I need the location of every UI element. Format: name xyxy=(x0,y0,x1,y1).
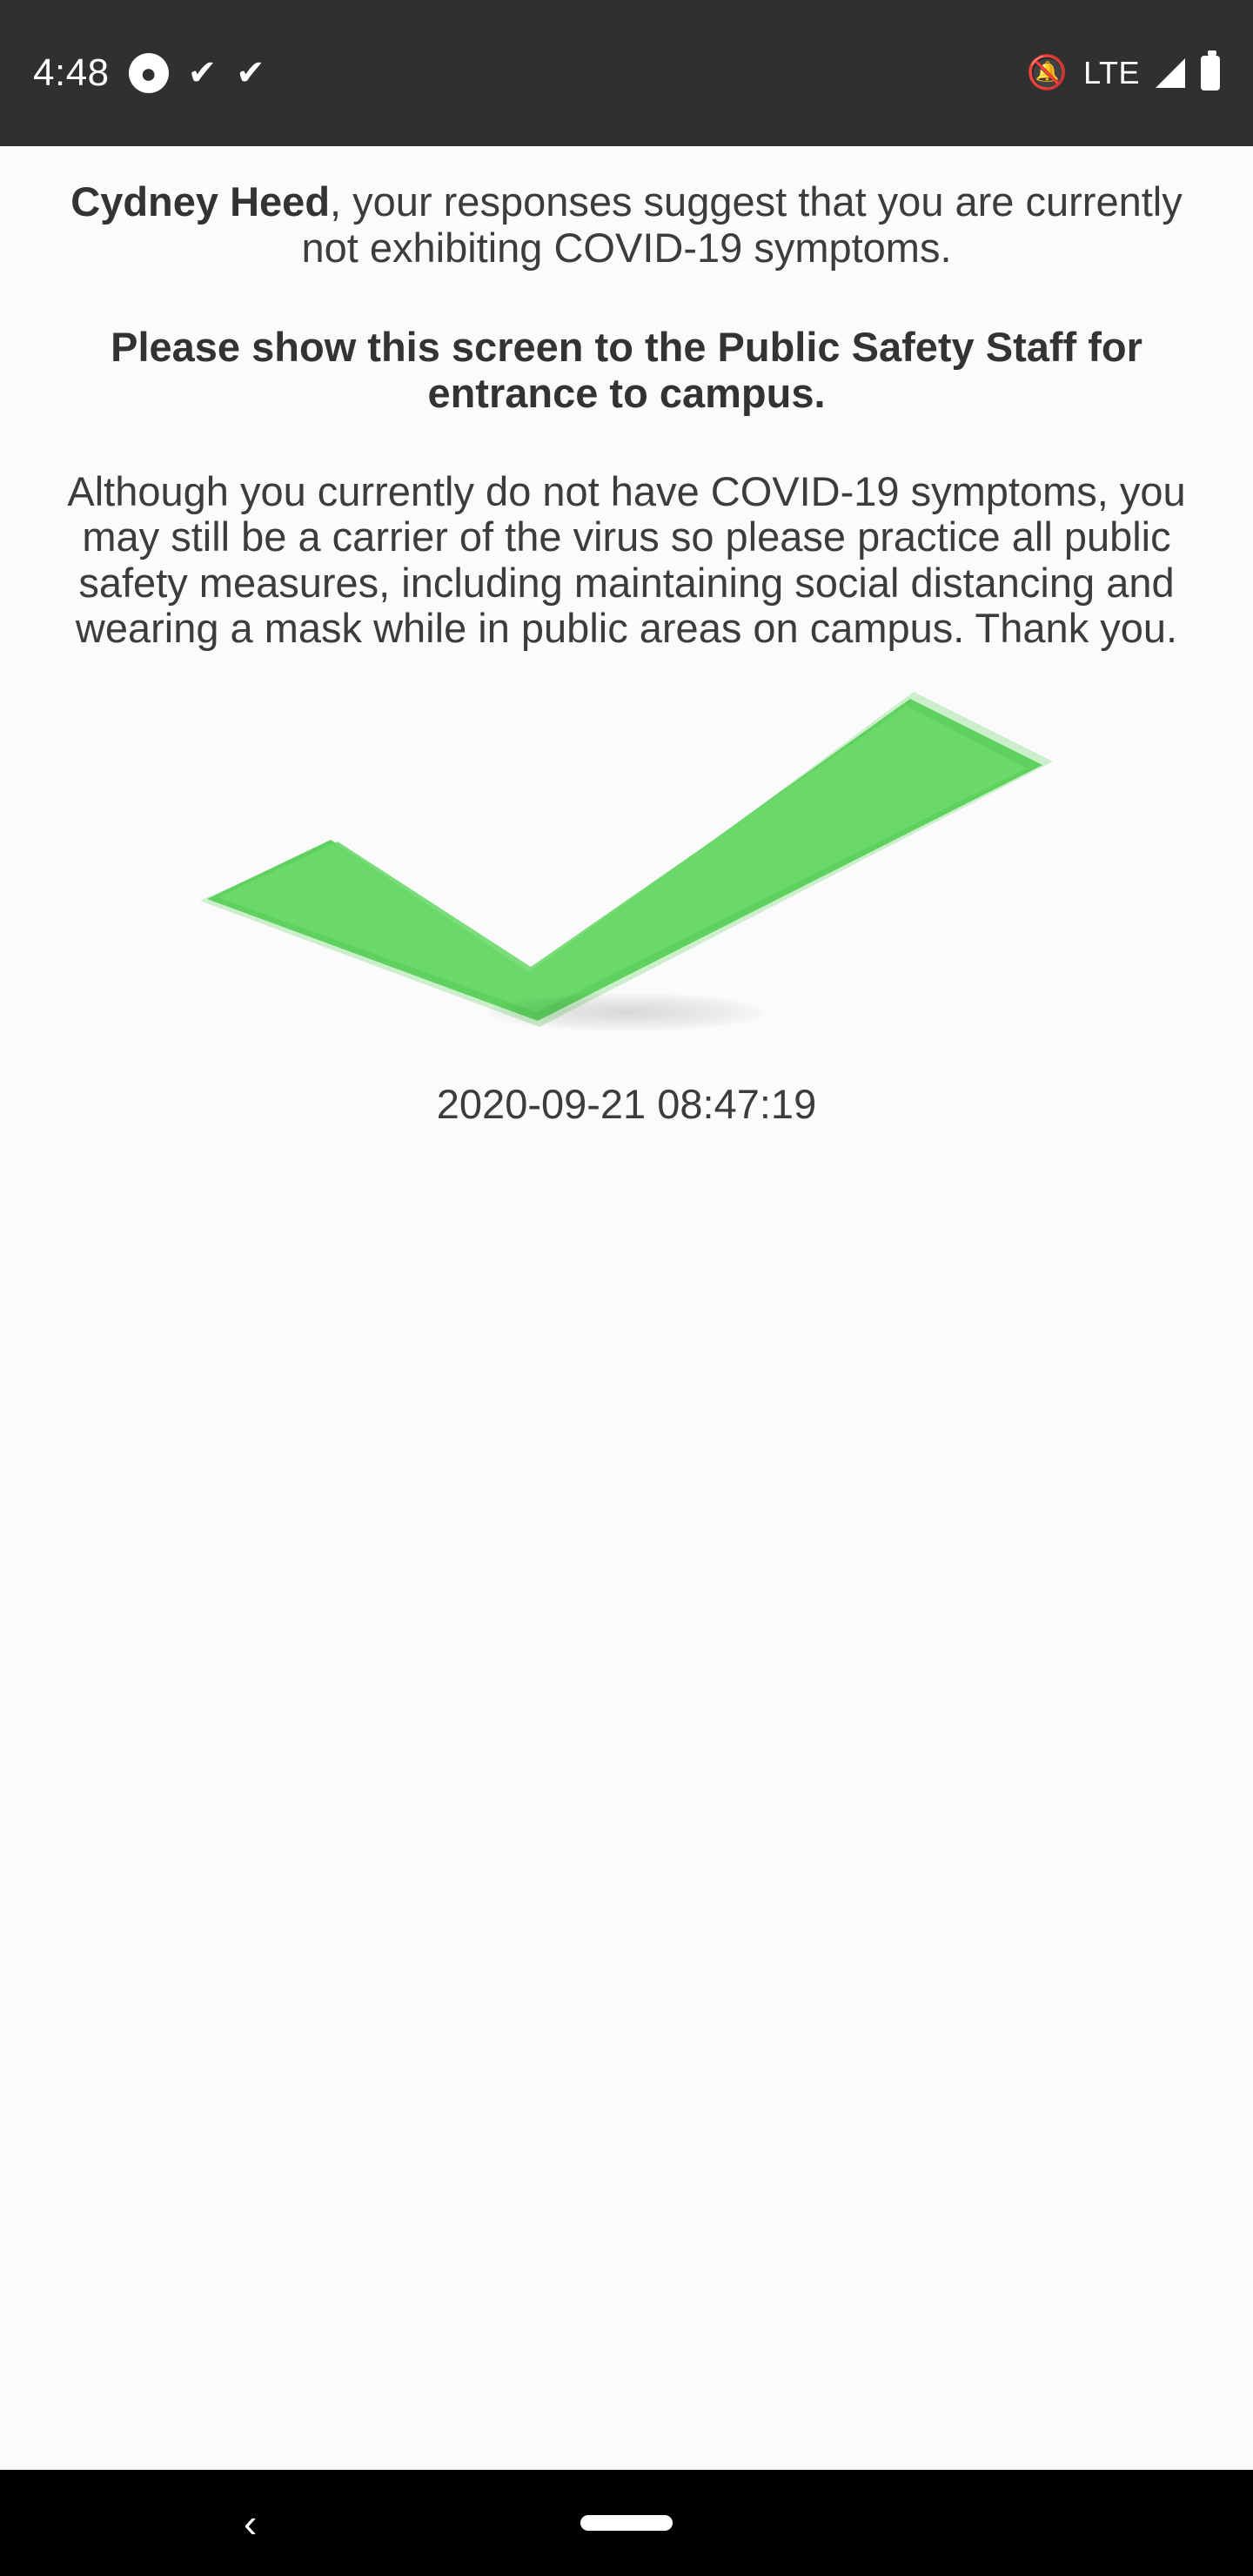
checkmark-svg xyxy=(191,683,1062,1031)
bell-muted-icon: 🔕 xyxy=(1026,55,1069,91)
signal-triangle-icon xyxy=(1156,58,1185,88)
back-chevron-icon[interactable]: ‹ xyxy=(244,2500,258,2546)
instruction-text: Please show this screen to the Public Safety Staff for entrance to campus. xyxy=(111,324,1142,416)
status-bar-right xyxy=(1027,55,1220,91)
status-bar xyxy=(0,0,1253,146)
home-pill-icon[interactable] xyxy=(580,2515,673,2531)
network-label: LTE xyxy=(1083,55,1140,91)
main-content xyxy=(0,146,1253,2470)
messenger-icon: ● xyxy=(129,53,169,93)
greeting-remainder: , your responses suggest that you are currently not exhibiting COVID-19 symptoms. xyxy=(301,178,1183,271)
timestamp: 2020-09-21 08:47:19 xyxy=(436,1081,817,1127)
advisory-text: Although you currently do not have COVID-19 symptoms, you may still be a carrier of the virus so please practice all public safety measures, including maintaining social distancing and wearing a mask while in public areas on campus. Thank you. xyxy=(67,467,1186,652)
check-icon: ✔ xyxy=(187,54,218,92)
checkmark-shadow xyxy=(487,993,766,1031)
greeting-text xyxy=(49,179,1204,271)
battery-icon xyxy=(1201,56,1220,91)
user-name: Cydney Heed xyxy=(70,178,331,225)
system-navigation-bar xyxy=(0,2470,1253,2576)
green-checkmark-icon xyxy=(49,674,1204,1040)
check-icon: ✔ xyxy=(236,54,265,92)
status-bar-clock: 4:48 xyxy=(33,51,110,94)
status-bar-left xyxy=(33,51,265,95)
